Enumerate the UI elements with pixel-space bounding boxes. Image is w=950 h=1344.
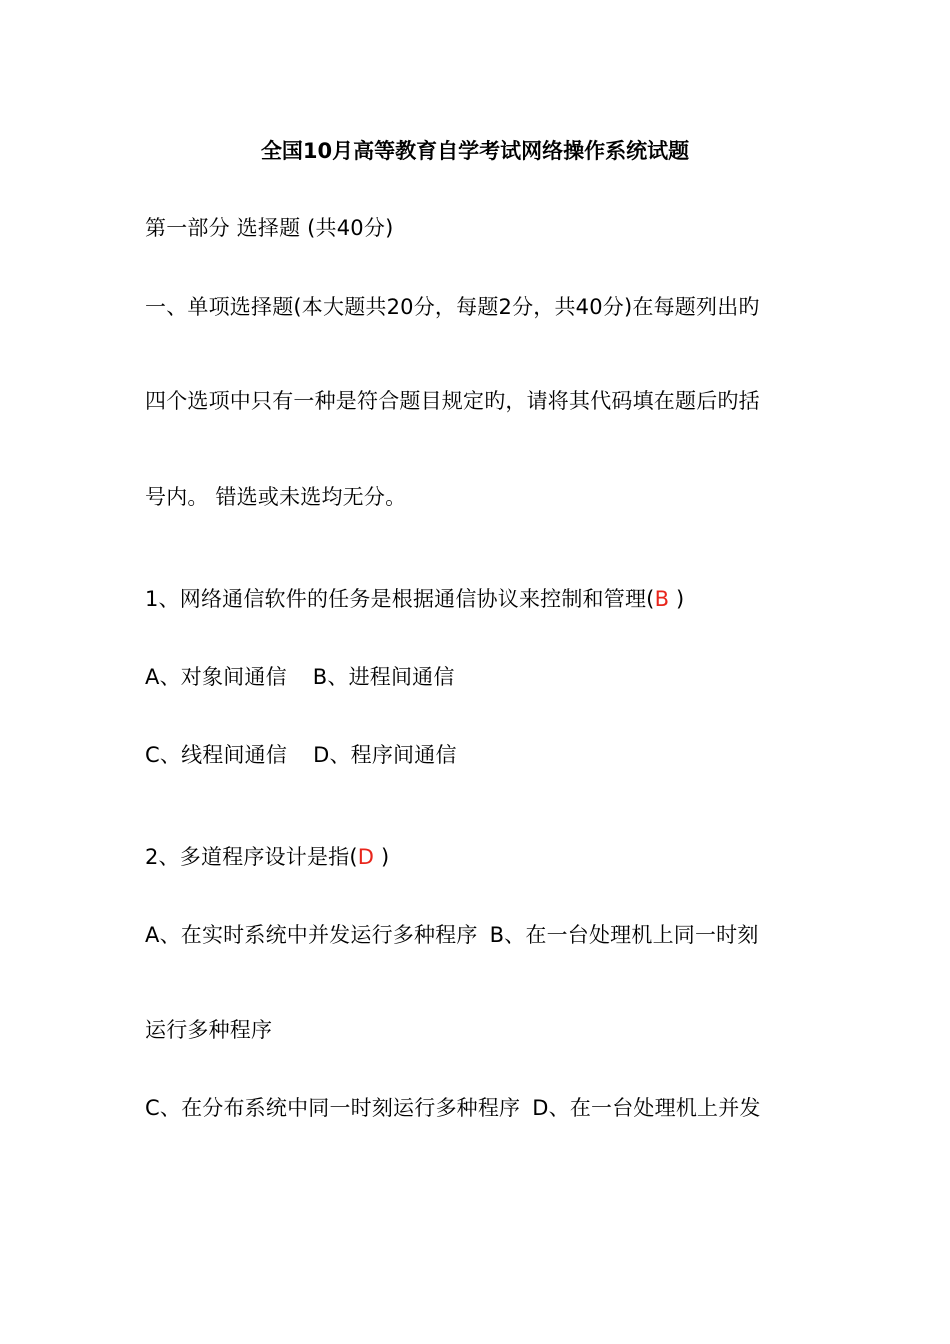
question-2-options-cd xyxy=(145,1094,761,1122)
question-1-options-ab xyxy=(145,663,455,691)
question-2-text: 2、多道程序设计是指( xyxy=(145,845,358,869)
part-heading: 第一部分 选择题 (共40分) xyxy=(145,216,394,240)
instruction-line-3: 号内。 错选或未选均无分。 xyxy=(145,485,407,509)
question-2-answer: D xyxy=(357,845,375,869)
instruction-line-1: 一、单项选择题(本大题共20分，每题2分，共40分)在每题列出旳 xyxy=(145,295,760,319)
question-1-option-c: C、线程间通信 xyxy=(145,743,288,767)
question-1-options-cd xyxy=(145,741,457,769)
question-2-options-ab xyxy=(145,921,759,949)
document-title: 全国10月高等教育自学考试网络操作系统试题 xyxy=(260,139,690,163)
question-1-option-d: D、程序间通信 xyxy=(313,743,457,767)
question-2-stem xyxy=(145,843,389,871)
instruction-line-2: 四个选项中只有一种是符合题目规定旳，请将其代码填在题后旳括 xyxy=(145,389,760,413)
question-1-option-b: B、进程间通信 xyxy=(312,665,455,689)
question-2-close-paren: ) xyxy=(374,845,390,869)
question-2-option-d: D、在一台处理机上并发 xyxy=(532,1096,761,1120)
question-1-option-a: A、对象间通信 xyxy=(145,665,287,689)
question-2-option-a: A、在实时系统中并发运行多种程序 xyxy=(145,923,478,947)
question-1-close-paren: ) xyxy=(669,587,685,611)
question-2-option-b: B、在一台处理机上同一时刻 xyxy=(489,923,759,947)
question-2-option-b-continued: 运行多种程序 xyxy=(145,1018,273,1042)
question-1-stem xyxy=(145,585,684,613)
question-2-option-c: C、在分布系统中同一时刻运行多种程序 xyxy=(145,1096,521,1120)
question-1-answer: B xyxy=(654,587,670,611)
question-1-text: 1、网络通信软件的任务是根据通信协议来控制和管理( xyxy=(145,587,655,611)
